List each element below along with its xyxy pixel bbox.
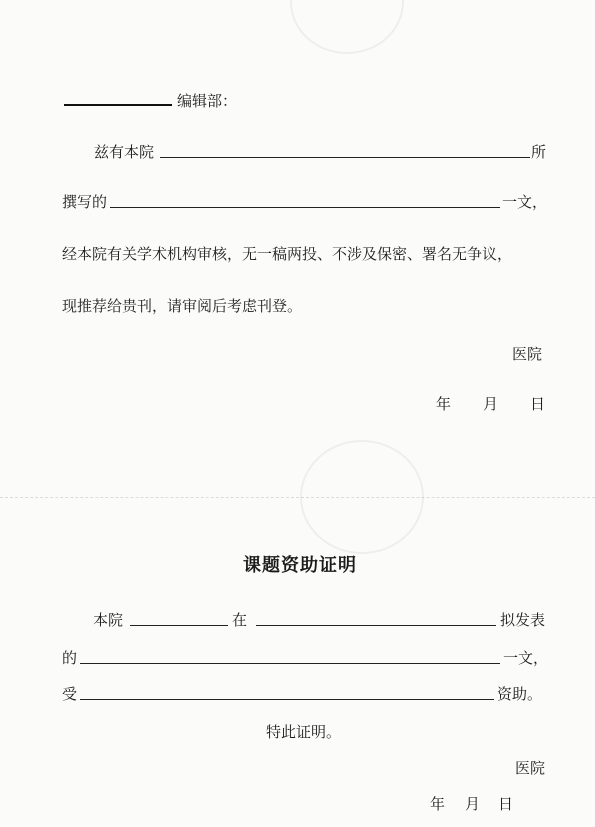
fold-line (0, 497, 595, 498)
letter-line2-start: 撰写的 (62, 193, 108, 211)
cert-line3-start: 受 (62, 685, 78, 703)
cert-line1-start: 本院 (93, 611, 124, 629)
cert-line1-mid: 在 (232, 611, 248, 629)
cert-hereby: 特此证明。 (266, 723, 342, 741)
letter-date-year: 年 (436, 395, 452, 413)
cert-line2-end: 一文， (503, 649, 549, 667)
cert-line1-blank-a (130, 625, 228, 626)
cert-line1-blank-b (256, 625, 496, 626)
letter-date-month: 月 (483, 395, 499, 413)
letter-line1-start: 兹有本院 (94, 143, 155, 161)
certificate-title: 课题资助证明 (243, 555, 357, 576)
cert-date-day: 日 (498, 795, 514, 813)
letter-line2-blank (110, 207, 500, 208)
cert-line2-start: 的 (62, 649, 78, 667)
letter-line2-end: 一文， (502, 193, 548, 211)
letter-signature: 医院 (512, 345, 543, 363)
letter-line4: 现推荐给贵刊，请审阅后考虑刊登。 (62, 297, 303, 315)
cert-line3-blank (80, 699, 494, 700)
cert-signature: 医院 (515, 759, 546, 777)
recipient-suffix: 编辑部： (177, 92, 238, 110)
faded-seal-top (290, 0, 404, 54)
cert-line2-blank (80, 663, 500, 664)
letter-date-day: 日 (530, 395, 546, 413)
letter-line1-end: 所 (531, 143, 547, 161)
cert-date-month: 月 (465, 795, 481, 813)
cert-line3-end: 资助。 (497, 685, 543, 703)
letter-line1-blank (160, 157, 530, 158)
cert-date-year: 年 (430, 795, 446, 813)
cert-line1-end: 拟发表 (500, 611, 546, 629)
recipient-blank (64, 104, 172, 106)
letter-line3: 经本院有关学术机构审核，无一稿两投、不涉及保密、署名无争议， (62, 245, 513, 263)
